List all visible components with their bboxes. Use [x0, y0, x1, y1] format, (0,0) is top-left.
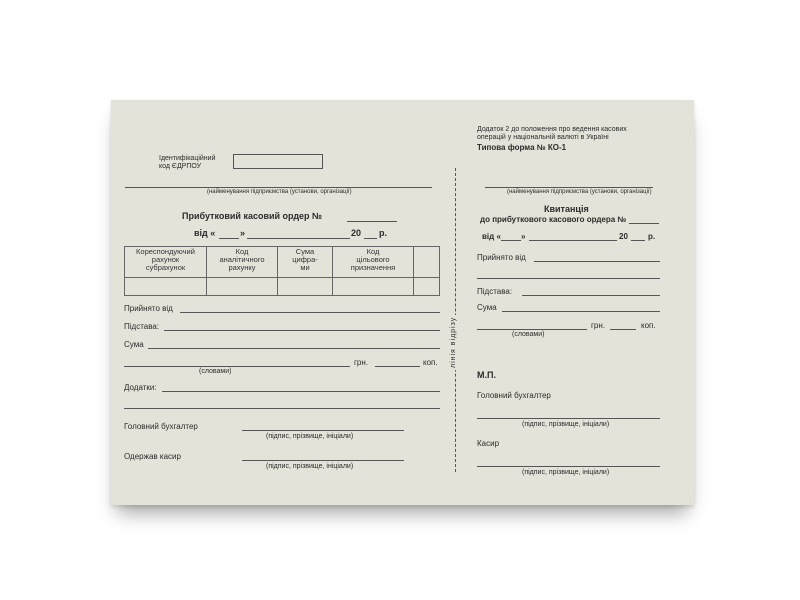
- in-words-caption: (словами): [199, 368, 232, 375]
- stamp-place-label: М.П.: [477, 370, 496, 380]
- date-mid: »: [240, 228, 246, 238]
- date-year-prefix: 20: [351, 228, 362, 238]
- receipt-sum-words-line[interactable]: [477, 329, 587, 330]
- attachments-line[interactable]: [162, 391, 440, 392]
- id-code-label-line2: код ЄДРПОУ: [159, 163, 202, 170]
- receipt-basis-line[interactable]: [522, 295, 660, 296]
- receipt-hrn-label: грн.: [591, 321, 606, 330]
- cashier-signature-line[interactable]: [242, 460, 404, 461]
- received-from-line[interactable]: [180, 312, 440, 313]
- date-day-line[interactable]: [219, 238, 239, 239]
- regulation-note-line1: Додаток 2 до положення про ведення касових: [477, 126, 627, 133]
- chief-accountant-signature-line[interactable]: [242, 430, 404, 431]
- header-analytic-code: Код аналітичного рахунку: [207, 247, 278, 278]
- receipt-chief-accountant-signature-caption: (підпис, прізвище, ініціали): [522, 421, 610, 428]
- header-empty: [414, 247, 440, 278]
- receipt-cashier-label: Касир: [477, 439, 500, 448]
- basis-line[interactable]: [164, 330, 440, 331]
- form-type-title: Типова форма № КО-1: [477, 143, 567, 152]
- receipt-kop-label: коп.: [641, 321, 656, 330]
- receipt-org-name-caption: (найменування підприємства (установи, організації): [507, 189, 652, 195]
- receipt-sum-label: Сума: [477, 303, 497, 312]
- receipt-basis-label: Підстава:: [477, 287, 513, 296]
- date-year-line[interactable]: [364, 238, 377, 239]
- id-code-field[interactable]: [233, 154, 323, 169]
- date-prefix: від «: [194, 228, 216, 238]
- header-purpose-code: Код цільового призначення: [333, 247, 414, 278]
- date-month-line[interactable]: [247, 238, 350, 239]
- cut-line-label: лінія відрізу: [450, 316, 457, 368]
- org-name-caption: (найменування підприємства (установи, організації): [207, 189, 352, 195]
- accounting-table: [124, 246, 440, 296]
- sum-words-line[interactable]: [124, 366, 350, 367]
- cashier-label: Одержав касир: [124, 452, 181, 461]
- sum-line[interactable]: [148, 348, 440, 349]
- receipt-date-year-line[interactable]: [631, 240, 645, 241]
- receipt-cashier-signature-caption: (підпис, прізвище, ініціали): [522, 469, 610, 476]
- receipt-subtitle: до прибуткового касового ордера №: [480, 215, 627, 224]
- org-name-line[interactable]: [125, 187, 432, 188]
- order-number-line[interactable]: [347, 221, 397, 222]
- receipt-date-year-prefix: 20: [619, 232, 628, 241]
- receipt-date-prefix: від «: [482, 232, 501, 241]
- receipt-cashier-signature-line[interactable]: [477, 466, 660, 467]
- receipt-in-words-caption: (словами): [512, 331, 545, 338]
- cell-sum-digits[interactable]: [278, 278, 333, 296]
- receipt-received-from-line[interactable]: [534, 261, 660, 262]
- regulation-note-line2: операцій у національній валюті в Україні: [477, 134, 609, 141]
- cell-analytic-code[interactable]: [207, 278, 278, 296]
- receipt-date-month-line[interactable]: [529, 240, 617, 241]
- hrn-label: грн.: [354, 358, 369, 367]
- sum-label: Сума: [124, 340, 144, 349]
- basis-label: Підстава:: [124, 322, 160, 331]
- id-code-label-line1: Ідентифікаційний: [159, 155, 216, 162]
- receipt-date-mid: »: [521, 232, 526, 241]
- header-corr-account: Кореспондуючий рахунок субрахунок: [125, 247, 207, 278]
- attachments-line-2[interactable]: [124, 408, 440, 409]
- order-title: Прибутковий касовий ордер №: [182, 211, 323, 221]
- cell-empty[interactable]: [414, 278, 440, 296]
- cash-receipt-form: [111, 100, 694, 505]
- receipt-order-number-line[interactable]: [629, 223, 659, 224]
- receipt-date-year-suffix: р.: [648, 232, 656, 241]
- chief-accountant-signature-caption: (підпис, прізвище, ініціали): [266, 433, 354, 440]
- kop-line[interactable]: [375, 366, 420, 367]
- receipt-date-day-line[interactable]: [501, 240, 521, 241]
- cell-corr-account[interactable]: [125, 278, 207, 296]
- header-sum-digits: Сума цифра- ми: [278, 247, 333, 278]
- receipt-chief-accountant-signature-line[interactable]: [477, 418, 660, 419]
- chief-accountant-label: Головний бухгалтер: [124, 422, 198, 431]
- cell-purpose-code[interactable]: [333, 278, 414, 296]
- receipt-kop-line[interactable]: [610, 329, 636, 330]
- cashier-signature-caption: (підпис, прізвище, ініціали): [266, 463, 354, 470]
- kop-label: коп.: [423, 358, 438, 367]
- receipt-received-from-label: Прийнято від: [477, 253, 526, 262]
- receipt-org-name-line[interactable]: [485, 187, 653, 188]
- receipt-sum-line[interactable]: [502, 311, 660, 312]
- receipt-title: Квитанція: [544, 204, 589, 214]
- attachments-label: Додатки:: [124, 383, 157, 392]
- receipt-chief-accountant-label: Головний бухгалтер: [477, 391, 551, 400]
- date-year-suffix: р.: [379, 228, 387, 238]
- received-from-label: Прийнято від: [124, 304, 173, 313]
- receipt-received-from-line-2[interactable]: [477, 278, 660, 279]
